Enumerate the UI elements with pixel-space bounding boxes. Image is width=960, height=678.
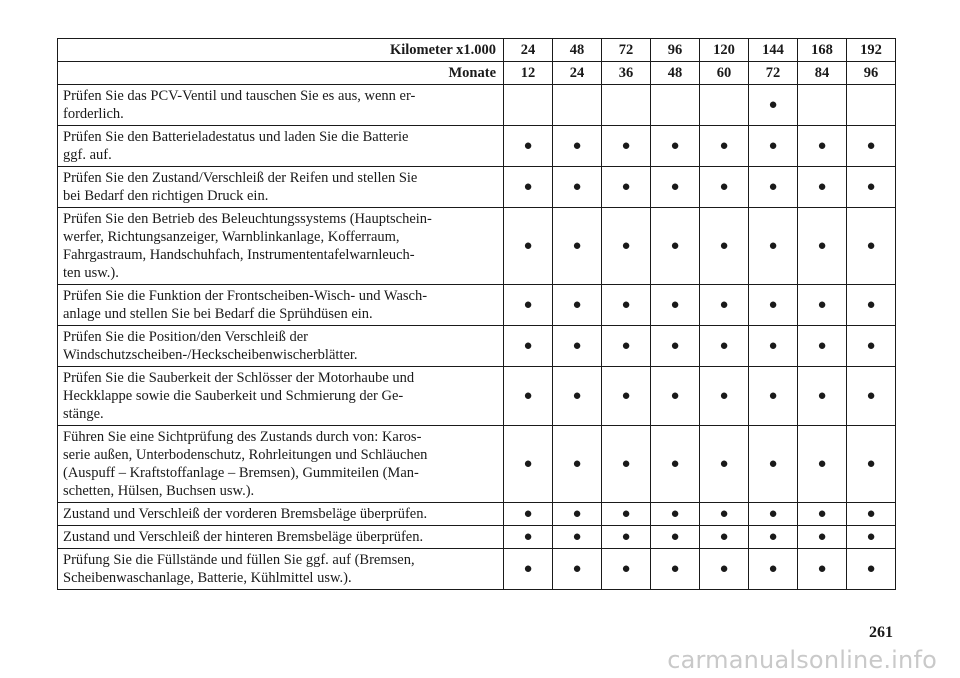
service-dot-icon: ● bbox=[602, 167, 651, 208]
month-value: 60 bbox=[700, 62, 749, 85]
watermark: carmanualsonline.info bbox=[667, 646, 937, 674]
task-description: Prüfen Sie die Position/den Verschleiß der Windschutzscheiben-/Heckscheibenwischerblätter. bbox=[58, 326, 504, 367]
header-row-kilometers bbox=[58, 39, 896, 62]
service-dot-icon: ● bbox=[749, 426, 798, 503]
task-description: Zustand und Verschleiß der hinteren Bremsbeläge überprüfen. bbox=[58, 526, 504, 549]
header-row-months bbox=[58, 62, 896, 85]
empty-cell bbox=[602, 85, 651, 126]
service-dot-icon: ● bbox=[651, 526, 700, 549]
service-dot-icon: ● bbox=[651, 208, 700, 285]
task-description: Prüfen Sie den Betrieb des Beleuchtungssystems (Hauptschein- werfer, Richtungsanzeiger, Warnblinkanlage, Kofferraum, Fahrgastraum, Handschuhfach, Instrumententafelwarnleuch- ten usw.). bbox=[58, 208, 504, 285]
service-dot-icon: ● bbox=[700, 503, 749, 526]
service-dot-icon: ● bbox=[798, 126, 847, 167]
service-dot-icon: ● bbox=[504, 367, 553, 426]
task-description: Prüfen Sie die Sauberkeit der Schlösser der Motorhaube und Heckklappe sowie die Sauberkeit und Schmierung der Ge- stänge. bbox=[58, 367, 504, 426]
service-dot-icon: ● bbox=[700, 549, 749, 590]
empty-cell bbox=[504, 85, 553, 126]
service-dot-icon: ● bbox=[651, 126, 700, 167]
task-description: Führen Sie eine Sichtprüfung des Zustands durch von: Karos- serie außen, Unterbodenschutz, Rohrleitungen und Schläuchen (Auspuff – Kraftstoffanlage – Bremsen), Gummiteilen (Man- schetten, Hülsen, Buchsen usw.). bbox=[58, 426, 504, 503]
service-dot-icon: ● bbox=[651, 549, 700, 590]
km-value: 168 bbox=[798, 39, 847, 62]
month-value: 48 bbox=[651, 62, 700, 85]
service-dot-icon: ● bbox=[749, 85, 798, 126]
service-dot-icon: ● bbox=[798, 503, 847, 526]
service-dot-icon: ● bbox=[798, 285, 847, 326]
task-description: Zustand und Verschleiß der vorderen Bremsbeläge überprüfen. bbox=[58, 503, 504, 526]
service-dot-icon: ● bbox=[602, 285, 651, 326]
empty-cell bbox=[651, 85, 700, 126]
service-dot-icon: ● bbox=[602, 126, 651, 167]
service-dot-icon: ● bbox=[651, 285, 700, 326]
service-dot-icon: ● bbox=[553, 326, 602, 367]
service-dot-icon: ● bbox=[602, 326, 651, 367]
service-dot-icon: ● bbox=[700, 367, 749, 426]
service-dot-icon: ● bbox=[798, 208, 847, 285]
service-dot-icon: ● bbox=[700, 167, 749, 208]
service-dot-icon: ● bbox=[504, 549, 553, 590]
service-dot-icon: ● bbox=[602, 426, 651, 503]
empty-cell bbox=[553, 85, 602, 126]
service-dot-icon: ● bbox=[749, 503, 798, 526]
service-dot-icon: ● bbox=[651, 167, 700, 208]
service-dot-icon: ● bbox=[847, 126, 896, 167]
table-row bbox=[58, 526, 896, 549]
service-dot-icon: ● bbox=[504, 208, 553, 285]
service-dot-icon: ● bbox=[504, 167, 553, 208]
kilometer-header-label: Kilometer x1.000 bbox=[58, 39, 504, 62]
service-dot-icon: ● bbox=[700, 426, 749, 503]
service-dot-icon: ● bbox=[651, 367, 700, 426]
table-row bbox=[58, 167, 896, 208]
service-dot-icon: ● bbox=[504, 285, 553, 326]
service-dot-icon: ● bbox=[798, 326, 847, 367]
service-dot-icon: ● bbox=[798, 549, 847, 590]
km-value: 96 bbox=[651, 39, 700, 62]
month-value: 36 bbox=[602, 62, 651, 85]
service-dot-icon: ● bbox=[651, 503, 700, 526]
table-row bbox=[58, 549, 896, 590]
service-dot-icon: ● bbox=[651, 326, 700, 367]
service-dot-icon: ● bbox=[700, 208, 749, 285]
km-value: 120 bbox=[700, 39, 749, 62]
month-value: 72 bbox=[749, 62, 798, 85]
table-row bbox=[58, 426, 896, 503]
service-dot-icon: ● bbox=[553, 503, 602, 526]
table-row bbox=[58, 208, 896, 285]
table-row bbox=[58, 85, 896, 126]
service-dot-icon: ● bbox=[504, 526, 553, 549]
service-dot-icon: ● bbox=[553, 526, 602, 549]
month-value: 24 bbox=[553, 62, 602, 85]
service-dot-icon: ● bbox=[847, 285, 896, 326]
service-dot-icon: ● bbox=[749, 549, 798, 590]
empty-cell bbox=[700, 85, 749, 126]
service-dot-icon: ● bbox=[700, 326, 749, 367]
service-dot-icon: ● bbox=[749, 208, 798, 285]
service-dot-icon: ● bbox=[847, 367, 896, 426]
service-dot-icon: ● bbox=[847, 503, 896, 526]
service-dot-icon: ● bbox=[749, 167, 798, 208]
month-value: 96 bbox=[847, 62, 896, 85]
service-dot-icon: ● bbox=[504, 326, 553, 367]
table-row bbox=[58, 326, 896, 367]
month-header-label: Monate bbox=[58, 62, 504, 85]
task-description: Prüfen Sie den Batterieladestatus und laden Sie die Batterie ggf. auf. bbox=[58, 126, 504, 167]
service-dot-icon: ● bbox=[847, 167, 896, 208]
month-value: 12 bbox=[504, 62, 553, 85]
service-dot-icon: ● bbox=[798, 367, 847, 426]
table-row bbox=[58, 126, 896, 167]
service-dot-icon: ● bbox=[553, 167, 602, 208]
service-dot-icon: ● bbox=[798, 426, 847, 503]
service-dot-icon: ● bbox=[749, 526, 798, 549]
task-description: Prüfen Sie das PCV-Ventil und tauschen Sie es aus, wenn er- forderlich. bbox=[58, 85, 504, 126]
page-number: 261 bbox=[869, 624, 893, 641]
km-value: 192 bbox=[847, 39, 896, 62]
service-dot-icon: ● bbox=[749, 126, 798, 167]
service-dot-icon: ● bbox=[847, 549, 896, 590]
km-value: 144 bbox=[749, 39, 798, 62]
service-dot-icon: ● bbox=[553, 126, 602, 167]
service-dot-icon: ● bbox=[847, 426, 896, 503]
service-dot-icon: ● bbox=[602, 549, 651, 590]
task-description: Prüfen Sie die Funktion der Frontscheiben-Wisch- und Wasch- anlage und stellen Sie bei Bedarf die Sprühdüsen ein. bbox=[58, 285, 504, 326]
service-dot-icon: ● bbox=[847, 326, 896, 367]
service-dot-icon: ● bbox=[504, 126, 553, 167]
km-value: 48 bbox=[553, 39, 602, 62]
service-dot-icon: ● bbox=[798, 526, 847, 549]
service-dot-icon: ● bbox=[553, 208, 602, 285]
service-dot-icon: ● bbox=[700, 126, 749, 167]
service-dot-icon: ● bbox=[847, 526, 896, 549]
service-dot-icon: ● bbox=[553, 367, 602, 426]
task-description: Prüfen Sie den Zustand/Verschleiß der Reifen und stellen Sie bei Bedarf den richtigen Druck ein. bbox=[58, 167, 504, 208]
service-dot-icon: ● bbox=[798, 167, 847, 208]
maintenance-schedule-table bbox=[57, 38, 896, 590]
service-dot-icon: ● bbox=[553, 426, 602, 503]
table-row bbox=[58, 367, 896, 426]
km-value: 24 bbox=[504, 39, 553, 62]
service-dot-icon: ● bbox=[700, 526, 749, 549]
service-dot-icon: ● bbox=[602, 526, 651, 549]
service-dot-icon: ● bbox=[553, 285, 602, 326]
service-dot-icon: ● bbox=[847, 208, 896, 285]
service-dot-icon: ● bbox=[602, 208, 651, 285]
table-row bbox=[58, 503, 896, 526]
km-value: 72 bbox=[602, 39, 651, 62]
service-dot-icon: ● bbox=[749, 326, 798, 367]
service-dot-icon: ● bbox=[553, 549, 602, 590]
task-description: Prüfung Sie die Füllstände und füllen Sie ggf. auf (Bremsen, Scheibenwaschanlage, Batterie, Kühlmittel usw.). bbox=[58, 549, 504, 590]
service-dot-icon: ● bbox=[504, 503, 553, 526]
service-dot-icon: ● bbox=[602, 367, 651, 426]
empty-cell bbox=[798, 85, 847, 126]
service-dot-icon: ● bbox=[749, 367, 798, 426]
service-dot-icon: ● bbox=[504, 426, 553, 503]
empty-cell bbox=[847, 85, 896, 126]
service-dot-icon: ● bbox=[749, 285, 798, 326]
table-row bbox=[58, 285, 896, 326]
service-dot-icon: ● bbox=[651, 426, 700, 503]
service-dot-icon: ● bbox=[700, 285, 749, 326]
month-value: 84 bbox=[798, 62, 847, 85]
service-dot-icon: ● bbox=[602, 503, 651, 526]
